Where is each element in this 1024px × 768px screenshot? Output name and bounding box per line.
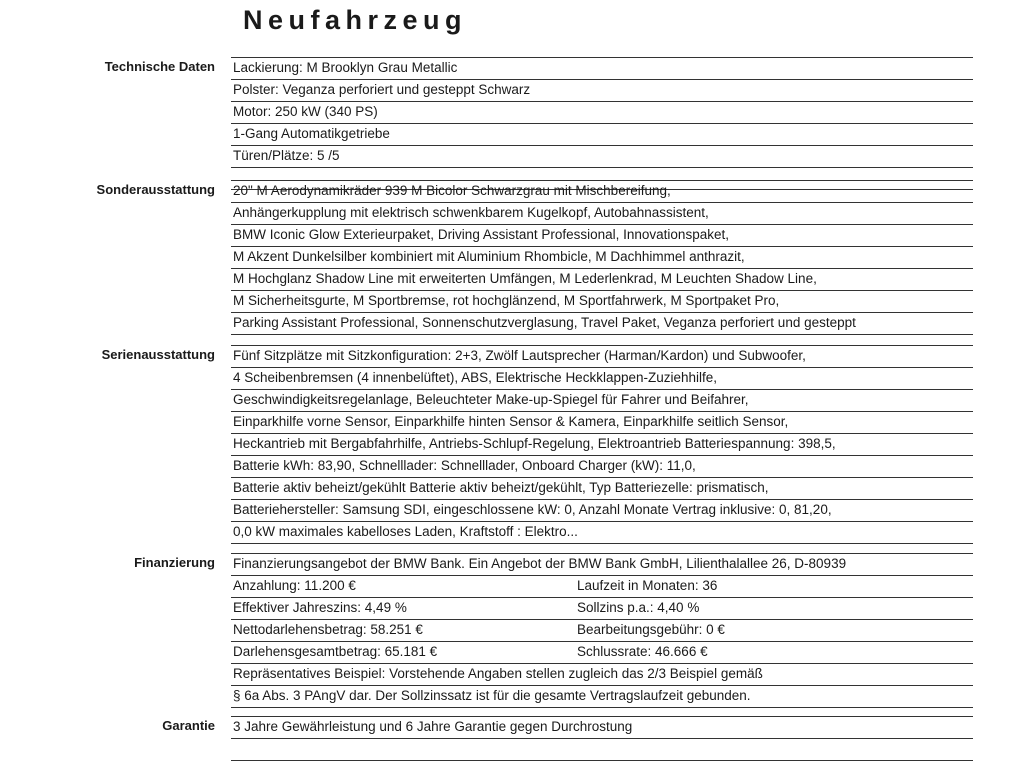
- technische-daten-lines: [231, 57, 973, 190]
- spec-line: Lackierung: M Brooklyn Grau Metallic: [231, 57, 973, 79]
- standard-equipment-line: Geschwindigkeitsregelanlage, Beleuchteter Make-up-Spiegel für Fahrer und Beifahrer,: [231, 389, 973, 411]
- equipment-line: 20" M Aerodynamikräder 939 M Bicolor Schwarzgrau mit Mischbereifung,: [231, 180, 973, 202]
- sonderausstattung-lines: [231, 180, 973, 335]
- equipment-line: Parking Assistant Professional, Sonnenschutzverglasung, Travel Paket, Veganza perforiert und gesteppt: [231, 312, 973, 335]
- section-label-technische-daten: Technische Daten: [104, 59, 215, 74]
- section-label-serienausstattung: Serienausstattung: [101, 347, 215, 362]
- financing-left-value: Effektiver Jahreszins: 4,49 %: [233, 600, 407, 615]
- standard-equipment-line: 0,0 kW maximales kabelloses Laden, Kraftstoff : Elektro...: [231, 521, 973, 544]
- financing-right-value: Sollzins p.a.: 4,40 %: [577, 600, 700, 615]
- warranty-line: 3 Jahre Gewährleistung und 6 Jahre Garantie gegen Durchrostung: [231, 716, 973, 738]
- standard-equipment-line: Fünf Sitzplätze mit Sitzkonfiguration: 2+3, Zwölf Lautsprecher (Harman/Kardon) und Subwoofer,: [231, 345, 973, 367]
- finanzierung-lines: [231, 553, 973, 708]
- spec-line: Türen/Plätze: 5 /5: [231, 145, 973, 167]
- financing-row: [231, 597, 973, 619]
- standard-equipment-line: Batterie kWh: 83,90, Schnelllader: Schnelllader, Onboard Charger (kW): 11,0,: [231, 455, 973, 477]
- financing-row: [231, 641, 973, 663]
- financing-row: [231, 575, 973, 597]
- document-title: Neufahrzeug: [243, 5, 468, 35]
- equipment-line: M Akzent Dunkelsilber kombiniert mit Aluminium Rhombicle, M Dachhimmel anthrazit,: [231, 246, 973, 268]
- serienausstattung-lines: [231, 345, 973, 544]
- equipment-line: BMW Iconic Glow Exterieurpaket, Driving Assistant Professional, Innovationspaket,: [231, 224, 973, 246]
- financing-right-value: Bearbeitungsgebühr: 0 €: [577, 622, 725, 637]
- garantie-lines: [231, 716, 973, 761]
- spec-line: 1-Gang Automatikgetriebe: [231, 123, 973, 145]
- financing-row: [231, 619, 973, 641]
- financing-left-value: Anzahlung: 11.200 €: [233, 578, 356, 593]
- spec-line: Motor: 250 kW (340 PS): [231, 101, 973, 123]
- spec-line: Polster: Veganza perforiert und gesteppt Schwarz: [231, 79, 973, 101]
- standard-equipment-line: Batterie aktiv beheizt/gekühlt Batterie aktiv beheizt/gekühlt, Typ Batteriezelle: prismatisch,: [231, 477, 973, 499]
- standard-equipment-line: 4 Scheibenbremsen (4 innenbelüftet), ABS, Elektrische Heckklappen-Zuziehhilfe,: [231, 367, 973, 389]
- financing-right-value: Laufzeit in Monaten: 36: [577, 578, 718, 593]
- financing-left-value: Darlehensgesamtbetrag: 65.181 €: [233, 644, 438, 659]
- standard-equipment-line: Heckantrieb mit Bergabfahrhilfe, Antriebs-Schlupf-Regelung, Elektroantrieb Batteriespannung: 398,5,: [231, 433, 973, 455]
- section-label-garantie: Garantie: [162, 718, 215, 733]
- financing-note: Repräsentatives Beispiel: Vorstehende Angaben stellen zugleich das 2/3 Beispiel gemäß: [231, 663, 973, 685]
- warranty-line-empty: [231, 738, 973, 761]
- equipment-line: M Hochglanz Shadow Line mit erweiterten Umfängen, M Lederlenkrad, M Leuchten Shadow Line,: [231, 268, 973, 290]
- standard-equipment-line: Batteriehersteller: Samsung SDI, eingeschlossene kW: 0, Anzahl Monate Vertrag inklusive: 0, 81,20,: [231, 499, 973, 521]
- financing-note: § 6a Abs. 3 PAngV dar. Der Sollzinssatz ist für die gesamte Vertragslaufzeit gebunden.: [231, 685, 973, 708]
- section-label-sonderausstattung: Sonderausstattung: [96, 182, 215, 197]
- section-label-finanzierung: Finanzierung: [134, 555, 215, 570]
- equipment-line: M Sicherheitsgurte, M Sportbremse, rot hochglänzend, M Sportfahrwerk, M Sportpaket Pro,: [231, 290, 973, 312]
- financing-intro: Finanzierungsangebot der BMW Bank. Ein Angebot der BMW Bank GmbH, Lilienthalallee 26, D-80939: [231, 553, 973, 575]
- standard-equipment-line: Einparkhilfe vorne Sensor, Einparkhilfe hinten Sensor & Kamera, Einparkhilfe seitlich Sensor,: [231, 411, 973, 433]
- financing-right-value: Schlussrate: 46.666 €: [577, 644, 708, 659]
- equipment-line: Anhängerkupplung mit elektrisch schwenkbarem Kugelkopf, Autobahnassistent,: [231, 202, 973, 224]
- financing-left-value: Nettodarlehensbetrag: 58.251 €: [233, 622, 423, 637]
